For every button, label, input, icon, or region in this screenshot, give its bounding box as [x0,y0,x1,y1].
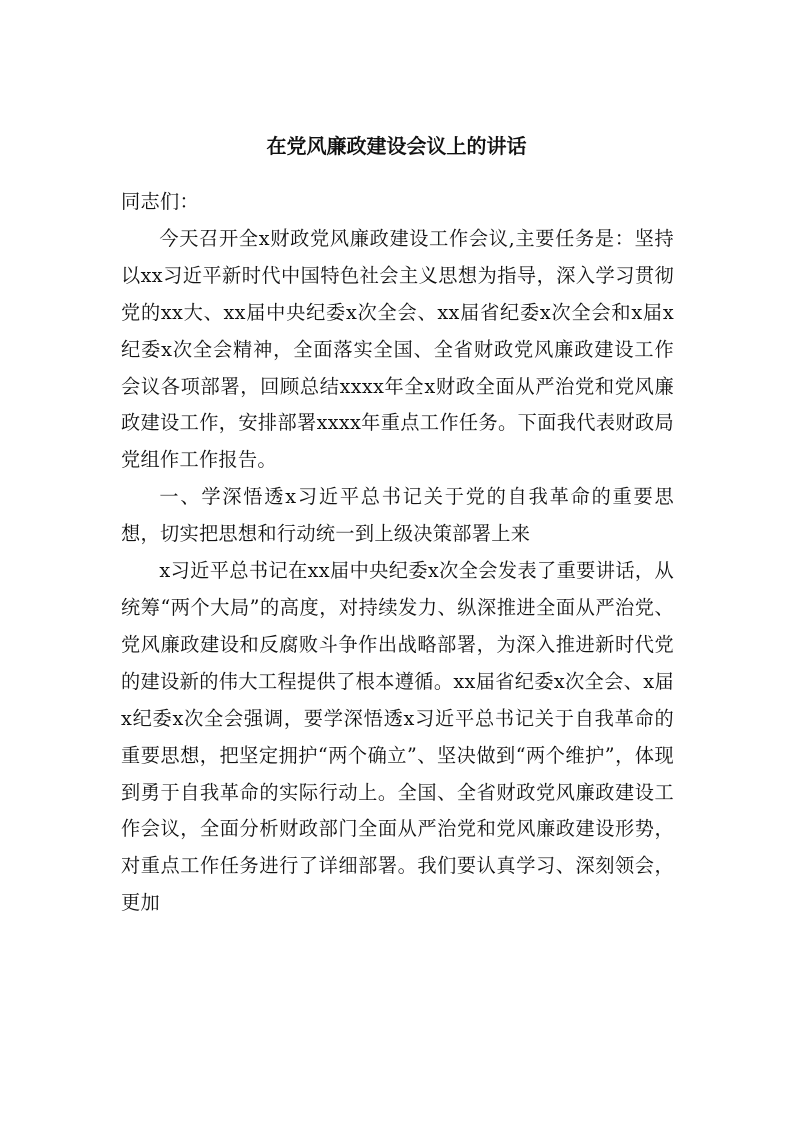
page-title: 在党风廉政建设会议上的讲话 [266,134,527,158]
paragraph-intro: 今天召开全x财政党风廉政建设工作会议,主要任务是：坚持以xx习近平新时代中国特色社会主义思想为指导，深入学习贯彻党的xx大、xx届中央纪委x次全会、xx届省纪委x次全会和x届x纪委x次全会精神，全面落实全国、全省财政党风廉政建设工作会议各项部署，回顾总结xxxx年全x财政全面从严治党和党风廉政建设工作，安排部署xxxx年重点工作任务。下面我代表财政局党组作工作报告。 [121,226,674,472]
salutation: 同志们： [121,190,199,213]
paragraph-section-one: x习近平总书记在xx届中央纪委x次全会发表了重要讲话，从统筹“两个大局”的高度，对持续发力、纵深推进全面从严治党、党风廉政建设和反腐败斗争作出战略部署，为深入推进新时代党的建设新的伟大工程提供了根本遵循。xx届省纪委x次全会、x届x纪委x次全会强调，要学深悟透x习近平总书记关于自我革命的重要思想，把坚定拥护“两个确立”、坚决做到“两个维护”，体现到勇于自我革命的实际行动上。全国、全省财政党风廉政建设工作会议，全面分析财政部门全面从严治党和党风廉政建设形势，对重点工作任务进行了详细部署。我们要认真学习、深刻领会，更加 [121,559,674,915]
section-heading-one: 一、学深悟透x习近平总书记关于党的自我革命的重要思想，切实把思想和行动统一到上级决策部署上来 [121,485,674,546]
document-body [121,184,674,922]
